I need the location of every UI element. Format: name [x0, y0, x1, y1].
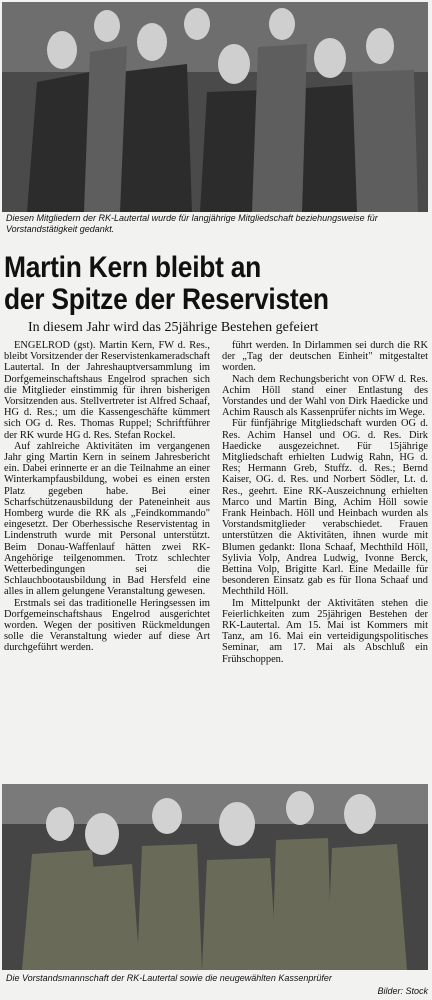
article-column-right [222, 340, 428, 780]
article-headline [4, 252, 377, 316]
headline-line-2: der Spitze der Reservisten [4, 283, 329, 316]
paragraph: führt werden. In Dirlammen sei durch die RK der „Tag der deutschen Einheit" mitgestaltet worden. [222, 340, 428, 374]
paragraph: ENGELROD (gst). Martin Kern, FW d. Res., bleibt Vorsitzender der Reservistenkameradschaft Lautertal. In der Jahreshauptversammlung im Dorfgemeinschaftshaus Engelrod sprachen sich die Mitglieder einstimmig für ihren bisherigen Vorsitzenden aus. Stellvertreter ist Alfred Schaaf, HG d. Res.; um die Kassengeschäfte kümmert sich OG d. Res. Thomas Ruppel; Schriftführer der RK wurde HG d. Res. Stefan Rockel. [4, 340, 210, 441]
photo-bottom-image [2, 784, 428, 970]
photo-bottom-caption: Die Vorstandsmannschaft der RK-Lautertal sowie die neugewählten Kassenprüfer [6, 973, 332, 983]
paragraph: Nach dem Rechungsbericht von OFW d. Res. Achim Höll stand einer Entlastung des Vorstandes und der Wahl von Dirk Haedicke und Achim Rausch als Kassenprüfer nichts im Wege. [222, 373, 428, 419]
photo-credit: Bilder: Stock [377, 986, 428, 996]
paragraph: Im Mittelpunkt der Aktivitäten stehen die Feierlichkeiten zum 25jährigen Bestehen der RK-Lautertal. Am 15. Mai ist Kommers mit Tanz, am 16. Mai ein verteidigungspolitisches Seminar, am 17. Mai als Abschluß ein Frühschoppen. [222, 597, 428, 665]
headline-line-1: Martin Kern bleibt an [4, 251, 262, 284]
photo-top-caption: Diesen Mitgliedern der RK-Lautertal wurde für langjährige Mitgliedschaft beziehungsweise für Vorstandstätigkeit gedankt. [6, 213, 378, 234]
group-photo-bottom [2, 784, 428, 970]
group-photo-top [2, 2, 428, 212]
paragraph: Für fünfjährige Mitgliedschaft wurden OG d. Res. Achim Hansel und OG. d. Res. Dirk Haedicke ausgezeichnet. Für 15jährige Mitgliedschaft erhielten Ludwig Rahn, HG d. Res; Hermann Greb, Stuffz. d. Res.; Bernd Kaiser, OG. d. Res. und Norbert Södler, Lt. d. Res., geehrt. Eine RK-Auszeichnung erhielten Marco und Martin Bing, Achim Höll sowie Frank Heinbach. Höll und Heinbach wurden als Vorstandsmitglieder verabschiedet. Frauen unterstützen die Aktivitäten, ihnen wurde mit Blumen gedankt: Ilona Schaaf, Mechthild Höll, Sylivia Volp, Andrea Ludwig, Ivonne Berck, Bettina Volp, Brigitte Karl. Eine Medaille für besonderen Einsatz gab es für Ilona Schaaf und Mechthild Höll. [222, 418, 428, 598]
photo-top-image [2, 2, 428, 212]
article-subheadline: In diesem Jahr wird das 25jährige Bestehen gefeiert [28, 320, 319, 335]
paragraph: Erstmals sei das traditionelle Heringsessen im Dorfgemeinschaftshaus Engelrod ausgerichtet worden. Wegen der positiven Rückmeldungen solle die Veranstaltung wieder auf diese Art durchgeführt werden. [4, 597, 210, 654]
article-column-left [4, 340, 210, 780]
paragraph: Auf zahlreiche Aktivitäten im vergangenen Jahr ging Martin Kern in seinem Jahresbericht ein. Dabei erinnerte er an die Teilnahme an einer Winterkampfausbildung, wobei es einen ersten Platz gegeben habe. Bei einer Scharfschützenausbildung der Pateneinheit aus Homberg wurde die RK als „Feindkommando" eingesetzt. Der Oberhessische Reservistentag in Lindenstruth wurde mit Personal unterstützt. Beim Donau-Waffenlauf hätten zwei RK-Angehörige teilgenommen. Trotz schlechter Wetterbedingungen sei die Schlauchbootausbildung in Bad Hersfeld eine alles in allem gelungene Veranstaltung gewesen. [4, 440, 210, 598]
